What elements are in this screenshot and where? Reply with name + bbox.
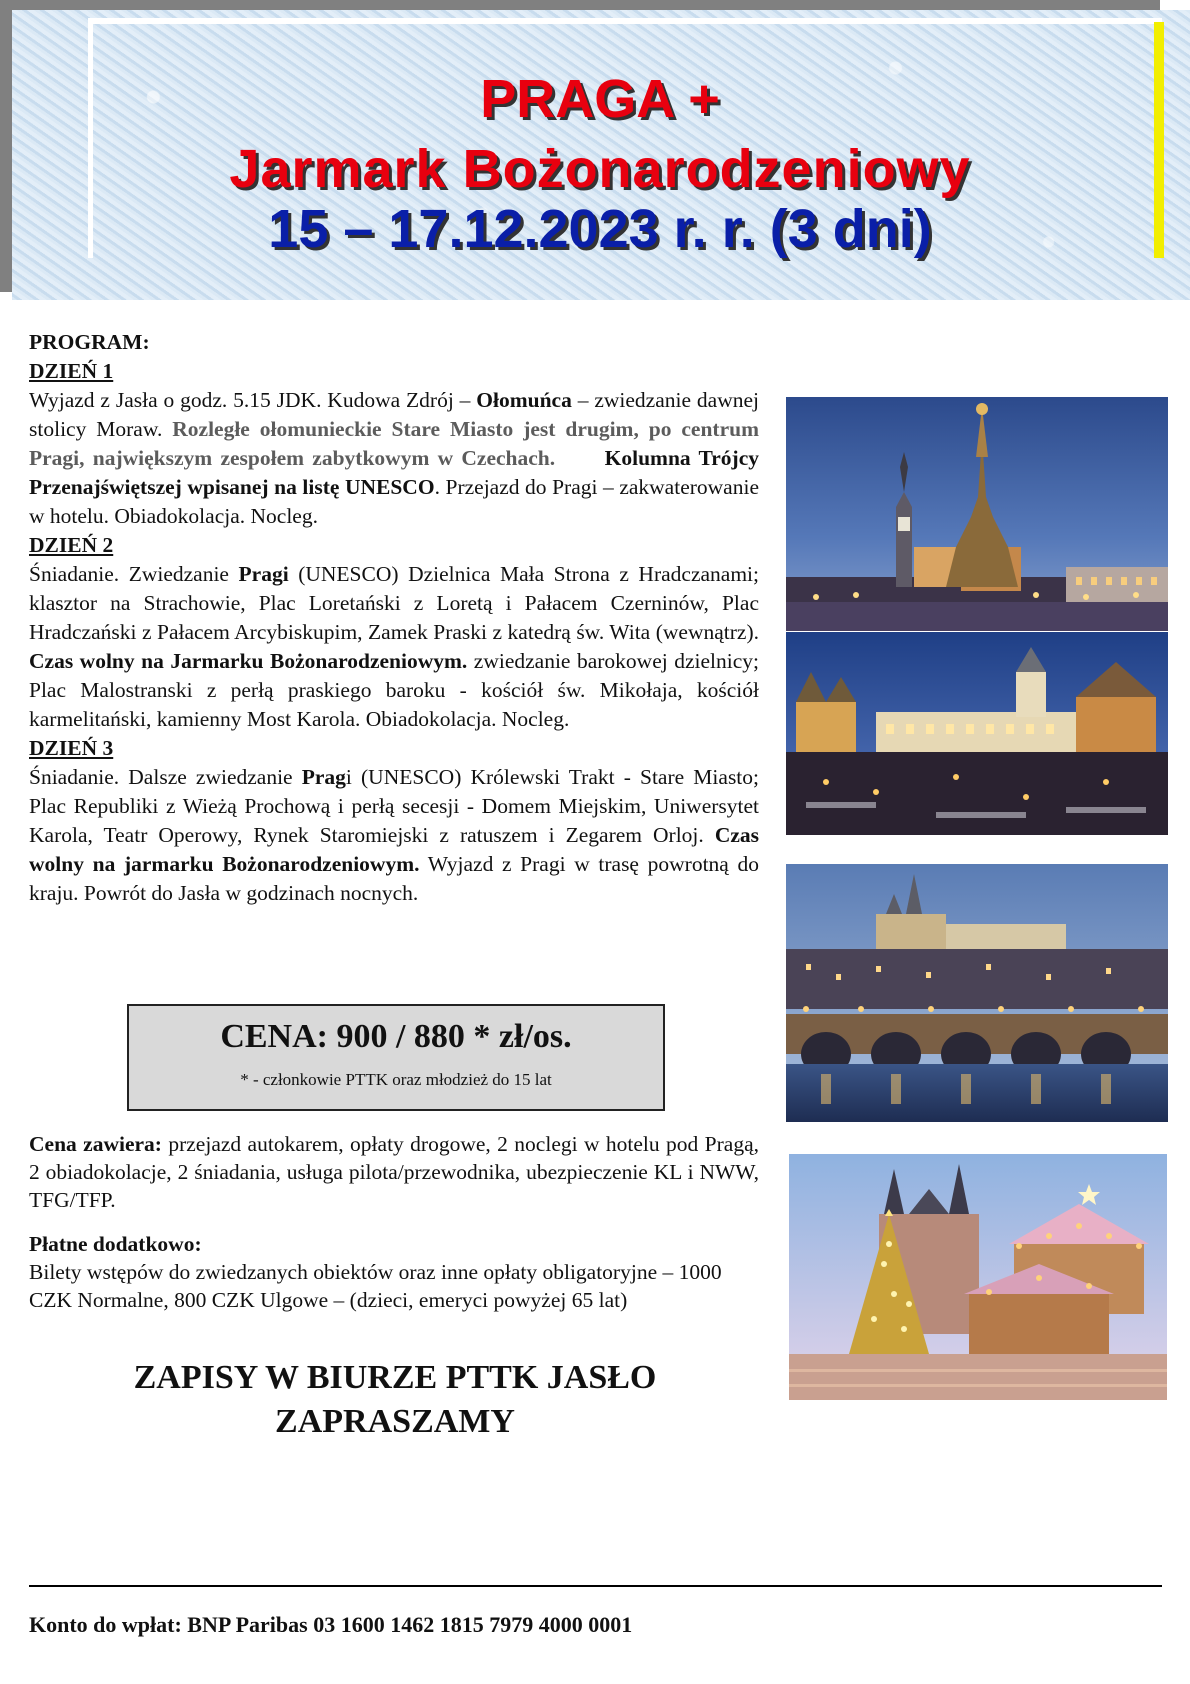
price-box: [127, 1004, 665, 1111]
banner-yellow-bar: [1154, 22, 1164, 258]
program-heading: PROGRAM:: [29, 330, 150, 354]
signup-notice: [80, 1356, 710, 1444]
signup-line-2: ZAPRASZAMY: [275, 1403, 515, 1440]
day1-t1: Wyjazd z Jasła o godz. 5.15 JDK. Kudowa Zdrój –: [29, 388, 477, 412]
day1-gray: Rozległe ołomunieckie Stare Miasto jest drugim, po centrum Pragi, największym zespołem zabytkowym w Czechach.: [29, 417, 759, 470]
bank-account: Konto do wpłat: BNP Paribas 03 1600 1462 1815 7979 4000 0001: [29, 1612, 633, 1637]
photo-christmas-market: [789, 1154, 1167, 1400]
photo-olomouc-square: [786, 397, 1168, 631]
day1-t2: – zwiedzanie dawnej stolicy Moraw.: [29, 388, 759, 441]
day1-t4: . Przejazd do Pragi – zakwaterowanie w hotelu. Obiadokolacja. Nocleg.: [29, 475, 759, 528]
day3-text: [29, 763, 759, 908]
day2-heading: DZIEŃ 2: [29, 533, 114, 557]
day2-t1: Śniadanie. Zwiedzanie: [29, 562, 239, 586]
banner-shadow-left: [0, 0, 12, 292]
day1-text: [29, 386, 759, 531]
price-main: CENA: 900 / 880 * zł/os.: [220, 1018, 572, 1055]
price-note: * - członkowie PTTK oraz młodzież do 15 lat: [240, 1070, 552, 1089]
day2-b1: Pragi: [238, 562, 289, 586]
banner-shadow-top: [0, 0, 1160, 10]
day2-text: [29, 560, 759, 734]
signup-line-1: ZAPISY W BIURZE PTTK JASŁO: [133, 1359, 657, 1396]
day3-t3: Wyjazd z Pragi w trasę powrotną do kraju. Powrót do Jasła w godzinach nocnych.: [29, 852, 759, 905]
day1-t3: [555, 446, 605, 470]
day1-b1: Ołomuńca: [476, 388, 572, 412]
day3-b2: Czas wolny na jarmarku Bożonarodzeniowym.: [29, 823, 759, 876]
extra-text: Bilety wstępów do zwiedzanych obiektów oraz inne opłaty obligatoryjne – 1000 CZK Normalne, 800 CZK Ulgowe – (dzieci, emeryci powyżej 65 lat): [29, 1260, 722, 1312]
title-dates: 15 – 17.12.2023 r. r. (3 dni): [268, 199, 932, 259]
banner-frame-left: [88, 18, 93, 258]
day3-t1: Śniadanie. Dalsze zwiedzanie: [29, 765, 302, 789]
day3-t2: i (UNESCO) Królewski Trakt - Stare Miasto; Plac Republiki z Wieżą Prochową i perłą secesji - Domem Miejskim, Uniwersytet Karola, Teatr Operowy, Rynek Staromiejski z ratuszem i Zegarem Orloj.: [29, 765, 760, 847]
day3-b1: Prag: [301, 765, 346, 789]
photo-prague-castle: [786, 632, 1168, 835]
banner-frame-top: [92, 18, 1162, 24]
day2-b2: Czas wolny na Jarmarku Bożonarodzeniowym.: [29, 649, 468, 673]
extra-costs: [29, 1230, 759, 1314]
includes-label: Cena zawiera:: [29, 1132, 162, 1156]
day2-t3: zwiedzanie barokowej dzielnicy; Plac Malostranski z perłą praskiego baroku - kościół św. Mikołaja, kościół karmelitański, kamienny Most Karola. Obiadokolacja. Nocleg.: [29, 649, 759, 731]
day1-heading: DZIEŃ 1: [29, 359, 114, 383]
price-includes: [29, 1130, 759, 1214]
title-line-1: PRAGA +: [480, 69, 720, 129]
footer-divider: [29, 1585, 1162, 1587]
day1-b2: Kolumna Trójcy Przenajświętszej wpisanej na listę UNESCO: [29, 446, 759, 499]
includes-text: przejazd autokarem, opłaty drogowe, 2 noclegi w hotelu pod Pragą, 2 obiadokolacje, 2 śniadania, usługa pilota/przewodnika, ubezpieczenie KL i NWW, TFG/TFP.: [29, 1132, 759, 1212]
program-section: [29, 328, 759, 908]
extra-label: Płatne dodatkowo:: [29, 1232, 202, 1256]
day3-heading: DZIEŃ 3: [29, 736, 114, 760]
title-line-2: Jarmark Bożonarodzeniowy: [229, 139, 971, 199]
photo-charles-bridge: [786, 864, 1168, 1122]
day2-t2: (UNESCO) Dzielnica Mała Strona z Hradczanami; klasztor na Strachowie, Plac Loretański z Loretą i Pałacem Czerninów, Plac Hradczański z Pałacem Arcybiskupim, Zamek Praski z katedrą św. Wita (wewnątrz).: [29, 562, 760, 644]
